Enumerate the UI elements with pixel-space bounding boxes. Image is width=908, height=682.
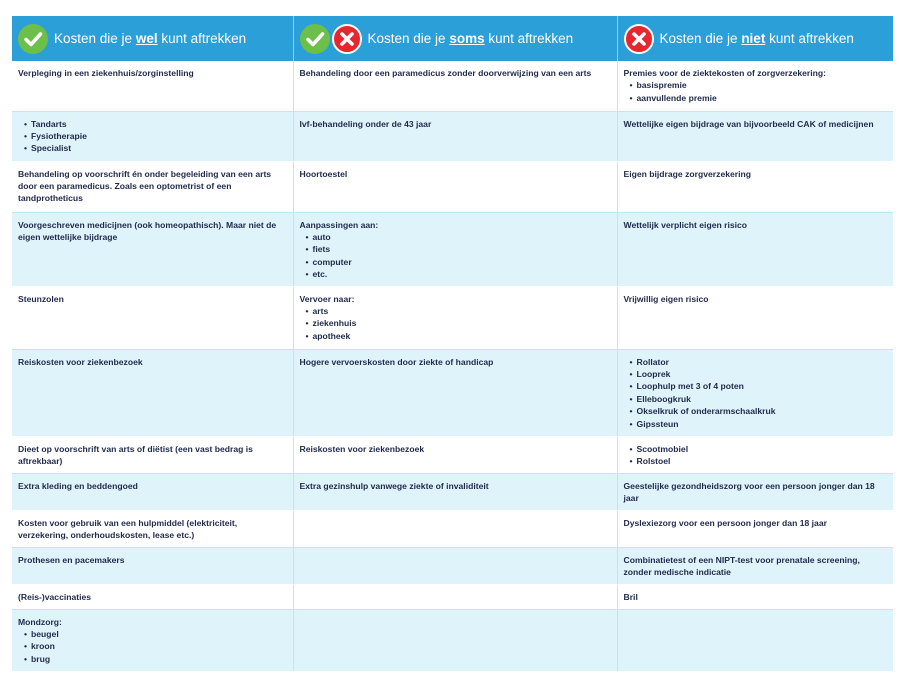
deductible-costs-table-container xyxy=(12,16,893,666)
table-row xyxy=(12,510,893,547)
cell-wel xyxy=(12,609,293,671)
cell-text: Extra kleding en beddengoed xyxy=(18,480,138,491)
cell-wel xyxy=(12,349,293,436)
list-item: • Elleboogkruk xyxy=(630,393,888,405)
cell-text: Combinatietest of een NIPT-test voor prenatale screening, zonder medische indicatie xyxy=(623,554,860,577)
list-item: • Loophulp met 3 of 4 poten xyxy=(630,380,888,392)
bullet-list xyxy=(624,356,888,430)
cell-wel xyxy=(12,436,293,473)
cell-soms xyxy=(293,61,617,111)
table-row xyxy=(12,111,893,161)
header-soms xyxy=(293,16,617,61)
cell-text: Premies voor de ziektekosten of zorgverzekering: xyxy=(623,68,826,78)
bullet-list xyxy=(300,231,611,281)
list-item: • fiets xyxy=(306,243,611,255)
cross-icon xyxy=(624,24,654,54)
list-item: • kroon xyxy=(24,640,287,652)
cell-text: Verpleging in een ziekenhuis/zorginstelling xyxy=(18,68,194,78)
list-item: • auto xyxy=(306,231,611,243)
cell-soms xyxy=(293,473,617,510)
list-item: • Rolstoel xyxy=(630,455,888,467)
check-icon xyxy=(300,24,330,54)
list-item: • Okselkruk of onderarmschaalkruk xyxy=(630,405,888,417)
cell-wel xyxy=(12,473,293,510)
list-item: • apotheek xyxy=(306,330,611,342)
cell-niet xyxy=(617,436,893,473)
cell-text: Dieet op voorschrift van arts of diëtist (een vast bedrag is aftrekbaar) xyxy=(18,443,253,466)
cell-text: Vervoer naar: xyxy=(299,293,355,304)
cell-wel xyxy=(12,584,293,609)
bullet-list xyxy=(18,628,287,665)
cell-soms xyxy=(293,212,617,286)
cell-niet xyxy=(617,286,893,349)
cell-wel xyxy=(12,161,293,212)
cell-wel xyxy=(12,510,293,547)
cell-text: Ivf-behandeling onder de 43 jaar xyxy=(299,118,432,129)
list-item: • Looprek xyxy=(630,368,888,380)
list-item: • ziekenhuis xyxy=(306,317,611,329)
list-item: • Fysiotherapie xyxy=(24,130,287,142)
cell-text: Behandeling op voorschrift én onder begeleiding van een arts door een paramedicus. Zoals een optometrist of een tandprotheticus xyxy=(18,168,272,204)
cell-niet xyxy=(617,111,893,161)
cell-soms xyxy=(293,584,617,609)
cell-text: Reiskosten voor ziekenbezoek xyxy=(299,443,425,454)
cell-niet xyxy=(617,349,893,436)
cell-text: Behandeling door een paramedicus zonder doorverwijzing van een arts xyxy=(299,68,592,78)
cell-niet xyxy=(617,61,893,111)
cell-text: Eigen bijdrage zorgverzekering xyxy=(623,168,752,179)
table-row xyxy=(12,547,893,584)
cell-wel xyxy=(12,111,293,161)
cell-text: Geestelijke gezondheidszorg voor een persoon jonger dan 18 jaar xyxy=(623,480,875,503)
list-item: • arts xyxy=(306,305,611,317)
cell-text: Dyslexiezorg voor een persoon jonger dan 18 jaar xyxy=(623,517,827,528)
header-niet-label: Kosten die je niet kunt aftrekken xyxy=(659,31,854,46)
list-item: • basispremie xyxy=(630,79,888,91)
header-soms-label: Kosten die je soms kunt aftrekken xyxy=(367,31,574,46)
list-item: • etc. xyxy=(306,268,611,280)
cell-text: Steunzolen xyxy=(18,293,64,304)
table-row xyxy=(12,212,893,286)
cell-niet xyxy=(617,473,893,510)
cell-soms xyxy=(293,111,617,161)
check-icon xyxy=(18,24,48,54)
bullet-list xyxy=(624,443,888,468)
cell-text: Kosten voor gebruik van een hulpmiddel (elektriciteit, verzekering, onderhoudskosten, lease etc.) xyxy=(18,517,238,540)
table-row xyxy=(12,436,893,473)
list-item: • Specialist xyxy=(24,142,287,154)
list-item: • Tandarts xyxy=(24,118,287,130)
list-item: • Rollator xyxy=(630,356,888,368)
cell-text: Voorgeschreven medicijnen (ook homeopathisch). Maar niet de eigen wettelijke bijdrage xyxy=(18,219,277,242)
deductible-costs-table xyxy=(12,16,893,672)
header-niet xyxy=(617,16,893,61)
cell-soms xyxy=(293,286,617,349)
table-row xyxy=(12,349,893,436)
table-row xyxy=(12,609,893,671)
cell-text: Bril xyxy=(623,591,638,602)
list-item: • beugel xyxy=(24,628,287,640)
list-item: • Gipssteun xyxy=(630,418,888,430)
cell-text: Hoortoestel xyxy=(299,168,348,179)
bullet-list xyxy=(18,118,287,155)
cell-wel xyxy=(12,212,293,286)
cell-soms xyxy=(293,609,617,671)
list-item: • Scootmobiel xyxy=(630,443,888,455)
cell-soms xyxy=(293,349,617,436)
cell-wel xyxy=(12,61,293,111)
cell-soms xyxy=(293,436,617,473)
cell-text: (Reis-)vaccinaties xyxy=(18,591,92,602)
cell-wel xyxy=(12,286,293,349)
cell-soms xyxy=(293,510,617,547)
header-wel xyxy=(12,16,293,61)
table-row xyxy=(12,584,893,609)
cell-niet xyxy=(617,161,893,212)
cell-soms xyxy=(293,547,617,584)
table-row xyxy=(12,161,893,212)
cell-niet xyxy=(617,609,893,671)
cell-text: Extra gezinshulp vanwege ziekte of invaliditeit xyxy=(299,480,489,491)
list-item: • aanvullende premie xyxy=(630,92,888,104)
table-header-row xyxy=(12,16,893,61)
cell-soms xyxy=(293,161,617,212)
cell-text: Hogere vervoerskosten door ziekte of handicap xyxy=(299,356,494,367)
cell-text: Mondzorg: xyxy=(18,616,62,627)
cell-text: Wettelijke eigen bijdrage van bijvoorbeeld CAK of medicijnen xyxy=(623,118,874,129)
header-wel-label: Kosten die je wel kunt aftrekken xyxy=(54,31,247,46)
cell-niet xyxy=(617,584,893,609)
cell-niet xyxy=(617,547,893,584)
cell-text: Vrijwillig eigen risico xyxy=(623,293,709,304)
table-row xyxy=(12,473,893,510)
bullet-list xyxy=(624,79,888,104)
cell-niet xyxy=(617,510,893,547)
list-item: • brug xyxy=(24,653,287,665)
cell-text: Reiskosten voor ziekenbezoek xyxy=(18,356,143,367)
cell-niet xyxy=(617,212,893,286)
bullet-list xyxy=(300,305,611,342)
table-row xyxy=(12,61,893,111)
cell-wel xyxy=(12,547,293,584)
cross-icon xyxy=(332,24,362,54)
cell-text: Prothesen en pacemakers xyxy=(18,554,125,565)
cell-text: Wettelijk verplicht eigen risico xyxy=(623,219,748,230)
table-row xyxy=(12,286,893,349)
cell-text: Aanpassingen aan: xyxy=(299,219,379,230)
list-item: • computer xyxy=(306,256,611,268)
